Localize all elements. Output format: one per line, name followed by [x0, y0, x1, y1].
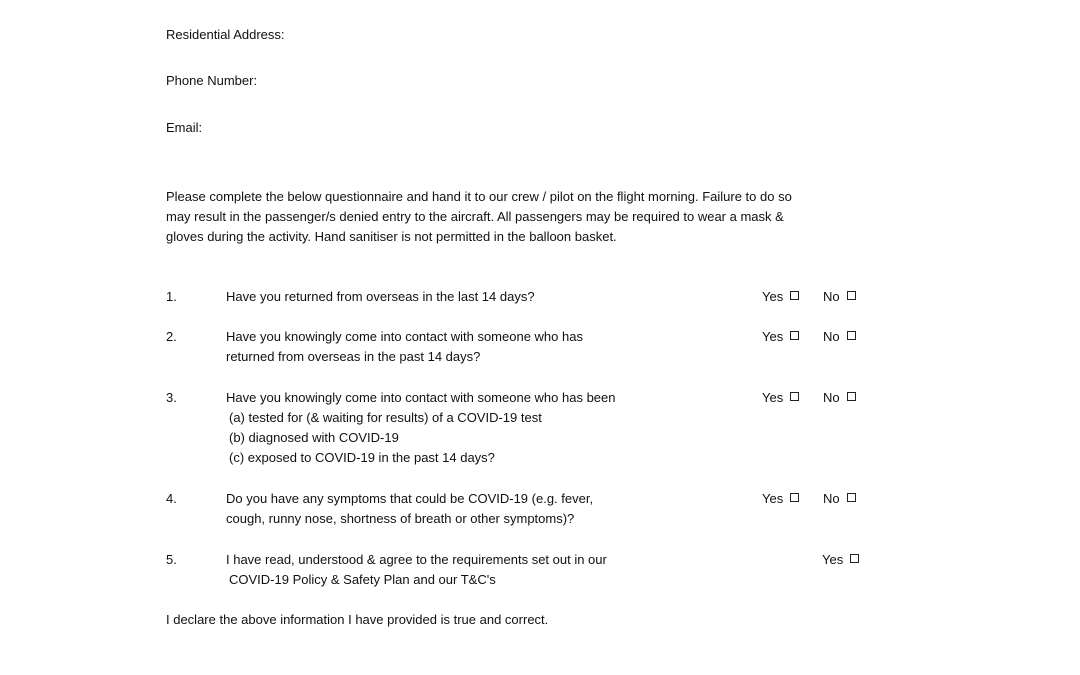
checkbox-icon: [790, 331, 799, 340]
question-line: (b) diagnosed with COVID-19: [229, 430, 399, 445]
checkbox-icon: [847, 331, 856, 340]
yes-label: Yes: [762, 390, 784, 405]
question-3-yes-checkbox[interactable]: [762, 388, 799, 408]
question-1-yes-checkbox[interactable]: [762, 287, 799, 307]
question-2-number: 2.: [166, 329, 177, 344]
no-label: No: [823, 289, 840, 304]
instructions-paragraph: [166, 187, 926, 247]
checkbox-icon: [847, 392, 856, 401]
checkbox-icon: [847, 291, 856, 300]
instructions-line: Please complete the below questionnaire and hand it to our crew / pilot on the flight morning. Failure to do so: [166, 189, 792, 204]
question-line: returned from overseas in the past 14 days?: [226, 349, 481, 364]
question-line: Have you knowingly come into contact with someone who has: [226, 329, 583, 344]
question-line: Do you have any symptoms that could be COVID-19 (e.g. fever,: [226, 491, 594, 506]
question-2-no-checkbox[interactable]: [823, 327, 856, 347]
question-2-yes-checkbox[interactable]: [762, 327, 799, 347]
question-5-text: [226, 550, 746, 590]
yes-label: Yes: [762, 329, 784, 344]
question-4-yes-checkbox[interactable]: [762, 489, 799, 509]
question-4-text: [226, 489, 746, 529]
yes-label: Yes: [762, 289, 784, 304]
question-2-text: [226, 327, 746, 367]
question-line: Have you returned from overseas in the last 14 days?: [226, 289, 535, 304]
question-1-no-checkbox[interactable]: [823, 287, 856, 307]
checkbox-icon: [790, 291, 799, 300]
question-5-number: 5.: [166, 552, 177, 567]
question-line: COVID-19 Policy & Safety Plan and our T&C's: [229, 572, 496, 587]
checkbox-icon: [790, 493, 799, 502]
question-4-no-checkbox[interactable]: [823, 489, 856, 509]
declaration-text: I declare the above information I have provided is true and correct.: [166, 612, 549, 627]
question-3-no-checkbox[interactable]: [823, 388, 856, 408]
question-3-number: 3.: [166, 390, 177, 405]
email-label: Email:: [166, 120, 203, 135]
question-line: (a) tested for (& waiting for results) of a COVID-19 test: [229, 410, 542, 425]
question-line: I have read, understood & agree to the requirements set out in our: [226, 552, 607, 567]
question-4-number: 4.: [166, 491, 177, 506]
checkbox-icon: [790, 392, 799, 401]
yes-label: Yes: [762, 491, 784, 506]
no-label: No: [823, 390, 840, 405]
question-line: Have you knowingly come into contact with someone who has been: [226, 390, 616, 405]
question-3-text: [226, 388, 746, 468]
question-1-number: 1.: [166, 289, 177, 304]
checkbox-icon: [850, 554, 859, 563]
checkbox-icon: [847, 493, 856, 502]
yes-label: Yes: [822, 552, 844, 567]
no-label: No: [823, 491, 840, 506]
question-line: cough, runny nose, shortness of breath or other symptoms)?: [226, 511, 575, 526]
instructions-line: may result in the passenger/s denied entry to the aircraft. All passengers may be required to wear a mask &: [166, 209, 784, 224]
no-label: No: [823, 329, 840, 344]
question-line: (c) exposed to COVID-19 in the past 14 days?: [229, 450, 495, 465]
phone-number-label: Phone Number:: [166, 73, 258, 88]
question-1-text: [226, 287, 746, 307]
instructions-line: gloves during the activity. Hand sanitiser is not permitted in the balloon basket.: [166, 229, 617, 244]
question-5-yes-checkbox[interactable]: [822, 550, 859, 570]
residential-address-label: Residential Address:: [166, 27, 285, 42]
